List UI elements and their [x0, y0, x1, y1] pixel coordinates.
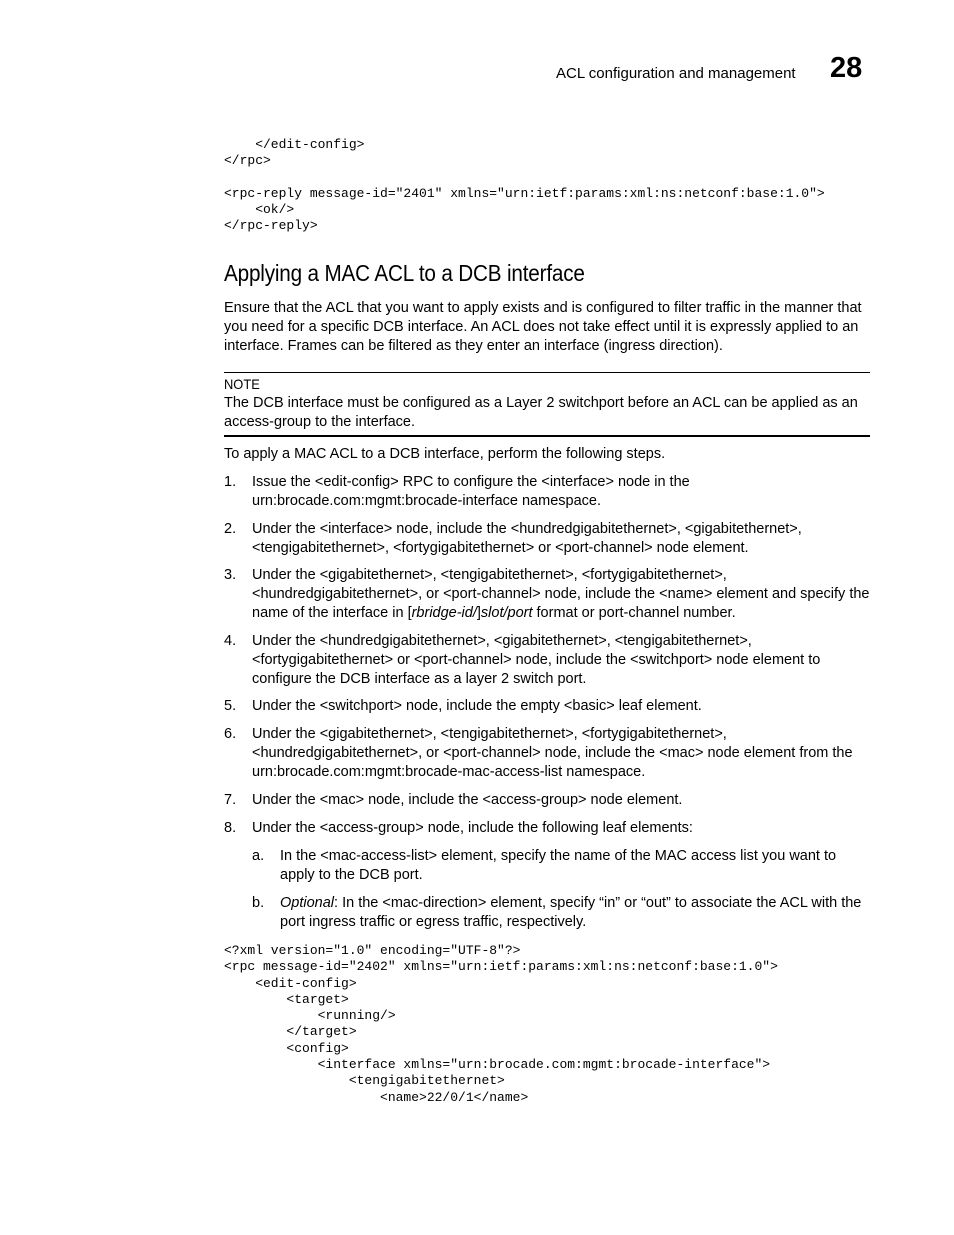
step-text: Under the <mac> node, include the <access-group> node element. [252, 792, 683, 808]
code-block-rpc-reply: </edit-config> </rpc> <rpc-reply message-id="2401" xmlns="urn:ietf:params:xml:ns:netconf:base:1.0"> <ok/> </rpc-reply> [224, 137, 825, 234]
code-block-rpc-request: <?xml version="1.0" encoding="UTF-8"?> <rpc message-id="2402" xmlns="urn:ietf:params:xml:ns:netconf:base:1.0"> <edit-config> <target> <running/> </target> <config> <interface xmlns="urn:brocade.com:mgmt:brocade-interface"> <tengigabitethernet> <name>22/0/1</name> [224, 943, 778, 1105]
optional-label: Optional [280, 895, 335, 911]
running-header-title: ACL configuration and management [556, 65, 796, 82]
step-text: Under the <access-group> node, include the following leaf elements: [252, 820, 693, 836]
substep-letter: a. [252, 848, 265, 864]
slot-port-placeholder: slot/port [480, 605, 533, 621]
step-number: 7. [224, 792, 237, 808]
substep-text: In the <mac-access-list> element, specify the name of the MAC access list you want to apply to the DCB port. [280, 848, 837, 883]
step-number: 4. [224, 633, 237, 649]
step-number: 8. [224, 820, 237, 836]
chapter-number: 28 [830, 52, 863, 84]
step-number: 1. [224, 474, 237, 490]
step-text: Under the <gigabitethernet>, <tengigabitethernet>, <fortygigabitethernet>, <hundredgigabitethernet>, or <port-channel> node, include the <mac> node element from the urn:brocade.com:mgmt:brocade-mac-access-list namespace. [252, 726, 853, 780]
step-text: Issue the <edit-config> RPC to configure the <interface> node in the urn:brocade.com:mgmt:brocade-interface namespace. [252, 474, 690, 509]
substep-letter: b. [252, 895, 265, 911]
step-number: 3. [224, 567, 237, 583]
section-heading: Applying a MAC ACL to a DCB interface [224, 260, 585, 286]
step-text: Under the <hundredgigabitethernet>, <gigabitethernet>, <tengigabitethernet>, <fortygigabitethernet> or <port-channel> node, include the <switchport> node element to configure the DCB interface as a layer 2 switch port. [252, 633, 821, 687]
note-text: The DCB interface must be configured as a Layer 2 switchport before an ACL can be applied as an access-group to the interface. [224, 395, 858, 430]
intro-paragraph: Ensure that the ACL that you want to apply exists and is configured to filter traffic in the manner that you need for a specific DCB interface. An ACL does not take effect until it is expressly applied to an interface. Frames can be filtered as they enter an interface (ingress direction). [224, 300, 862, 354]
note-box [224, 372, 870, 437]
note-label: NOTE [224, 376, 260, 392]
steps-lead-paragraph: To apply a MAC ACL to a DCB interface, perform the following steps. [224, 446, 666, 462]
step-number: 6. [224, 726, 237, 742]
substep-text: Optional: In the <mac-direction> element, specify “in” or “out” to associate the ACL with the port ingress traffic or egress traffic, respectively. [280, 895, 862, 930]
step-text: Under the <interface> node, include the <hundredgigabitethernet>, <gigabitethernet>, <tengigabitethernet>, <fortygigabitethernet> or <port-channel> node element. [252, 521, 802, 556]
rbridge-id-placeholder: rbridge-id/ [411, 605, 477, 621]
step-number: 5. [224, 698, 237, 714]
step-number: 2. [224, 521, 237, 537]
step-text: Under the <gigabitethernet>, <tengigabitethernet>, <fortygigabitethernet>, <hundredgigabitethernet>, or <port-channel> node, include the <name> element and specify the name of the interface in [rbridge-id/]slot/port format or port-channel number. [252, 567, 870, 621]
step-text: Under the <switchport> node, include the empty <basic> leaf element. [252, 698, 702, 714]
